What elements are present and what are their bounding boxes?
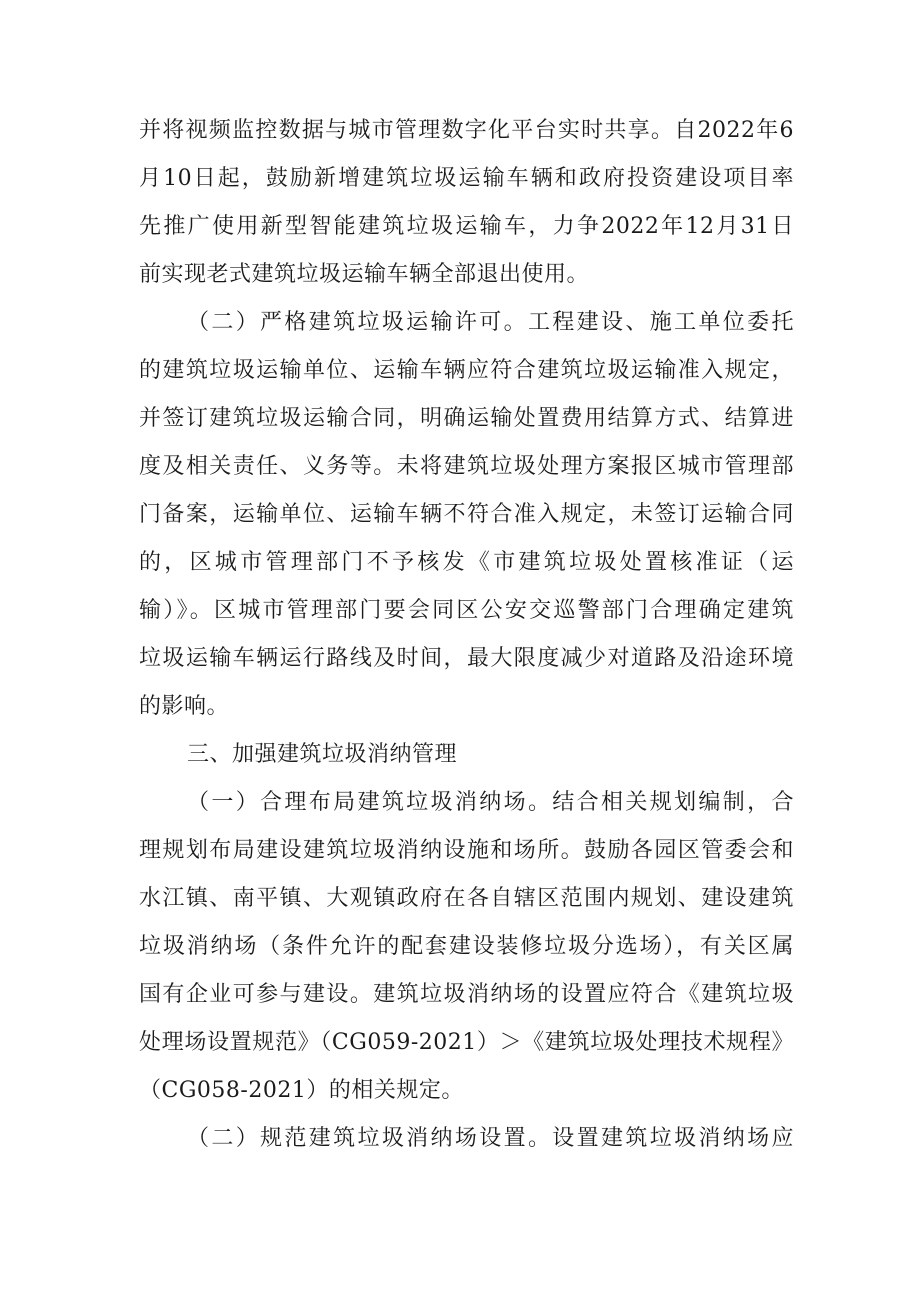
paragraph-line: 国有企业可参与建设。建筑垃圾消纳场的设置应符合《建筑垃圾 <box>139 982 794 1007</box>
paragraph-line: 的影响。 <box>139 694 230 719</box>
paragraph-line: 输）》。区城市管理部门要会同区公安交巡警部门合理确定建筑 <box>139 598 794 623</box>
paragraph-line: （二）严格建筑垃圾运输许可。工程建设、施工单位委托 <box>187 310 794 335</box>
paragraph-line: 月10日起，鼓励新增建筑垃圾运输车辆和政府投资建设项目率 <box>139 166 794 191</box>
paragraph-line: 并将视频监控数据与城市管理数字化平台实时共享。自2022年6 <box>139 118 794 143</box>
paragraph-line: 的，区城市管理部门不予核发《市建筑垃圾处置核准证（运 <box>139 550 794 575</box>
paragraph-line: （CG058-2021）的相关规定。 <box>139 1078 464 1103</box>
paragraph-line: 门备案，运输单位、运输车辆不符合准入规定，未签订运输合同 <box>139 502 794 527</box>
paragraph-line: 垃圾消纳场（条件允许的配套建设装修垃圾分选场），有关区属 <box>139 934 794 959</box>
paragraph-line: 理规划布局建设建筑垃圾消纳设施和场所。鼓励各园区管委会和 <box>139 838 794 863</box>
paragraph-line: （二）规范建筑垃圾消纳场设置。设置建筑垃圾消纳场应 <box>187 1126 794 1151</box>
section-heading: 三、加强建筑垃圾消纳管理 <box>187 742 458 767</box>
paragraph-line: 并签订建筑垃圾运输合同，明确运输处置费用结算方式、结算进 <box>139 406 794 431</box>
paragraph-line: 水江镇、南平镇、大观镇政府在各自辖区范围内规划、建设建筑 <box>139 886 794 911</box>
paragraph-line: 前实现老式建筑垃圾运输车辆全部退出使用。 <box>139 262 590 287</box>
paragraph-line: （一）合理布局建筑垃圾消纳场。结合相关规划编制，合 <box>187 790 794 815</box>
paragraph-line: 度及相关责任、义务等。未将建筑垃圾处理方案报区城市管理部 <box>139 454 794 479</box>
paragraph-line: 垃圾运输车辆运行路线及时间，最大限度减少对道路及沿途环境 <box>139 646 794 671</box>
paragraph-line: 先推广使用新型智能建筑垃圾运输车，力争2022年12月31日 <box>139 214 794 239</box>
paragraph-line: 的建筑垃圾运输单位、运输车辆应符合建筑垃圾运输准入规定， <box>139 358 794 383</box>
paragraph-line: 处理场设置规范》（CG059-2021）＞《建筑垃圾处理技术规程》 <box>139 1030 794 1055</box>
